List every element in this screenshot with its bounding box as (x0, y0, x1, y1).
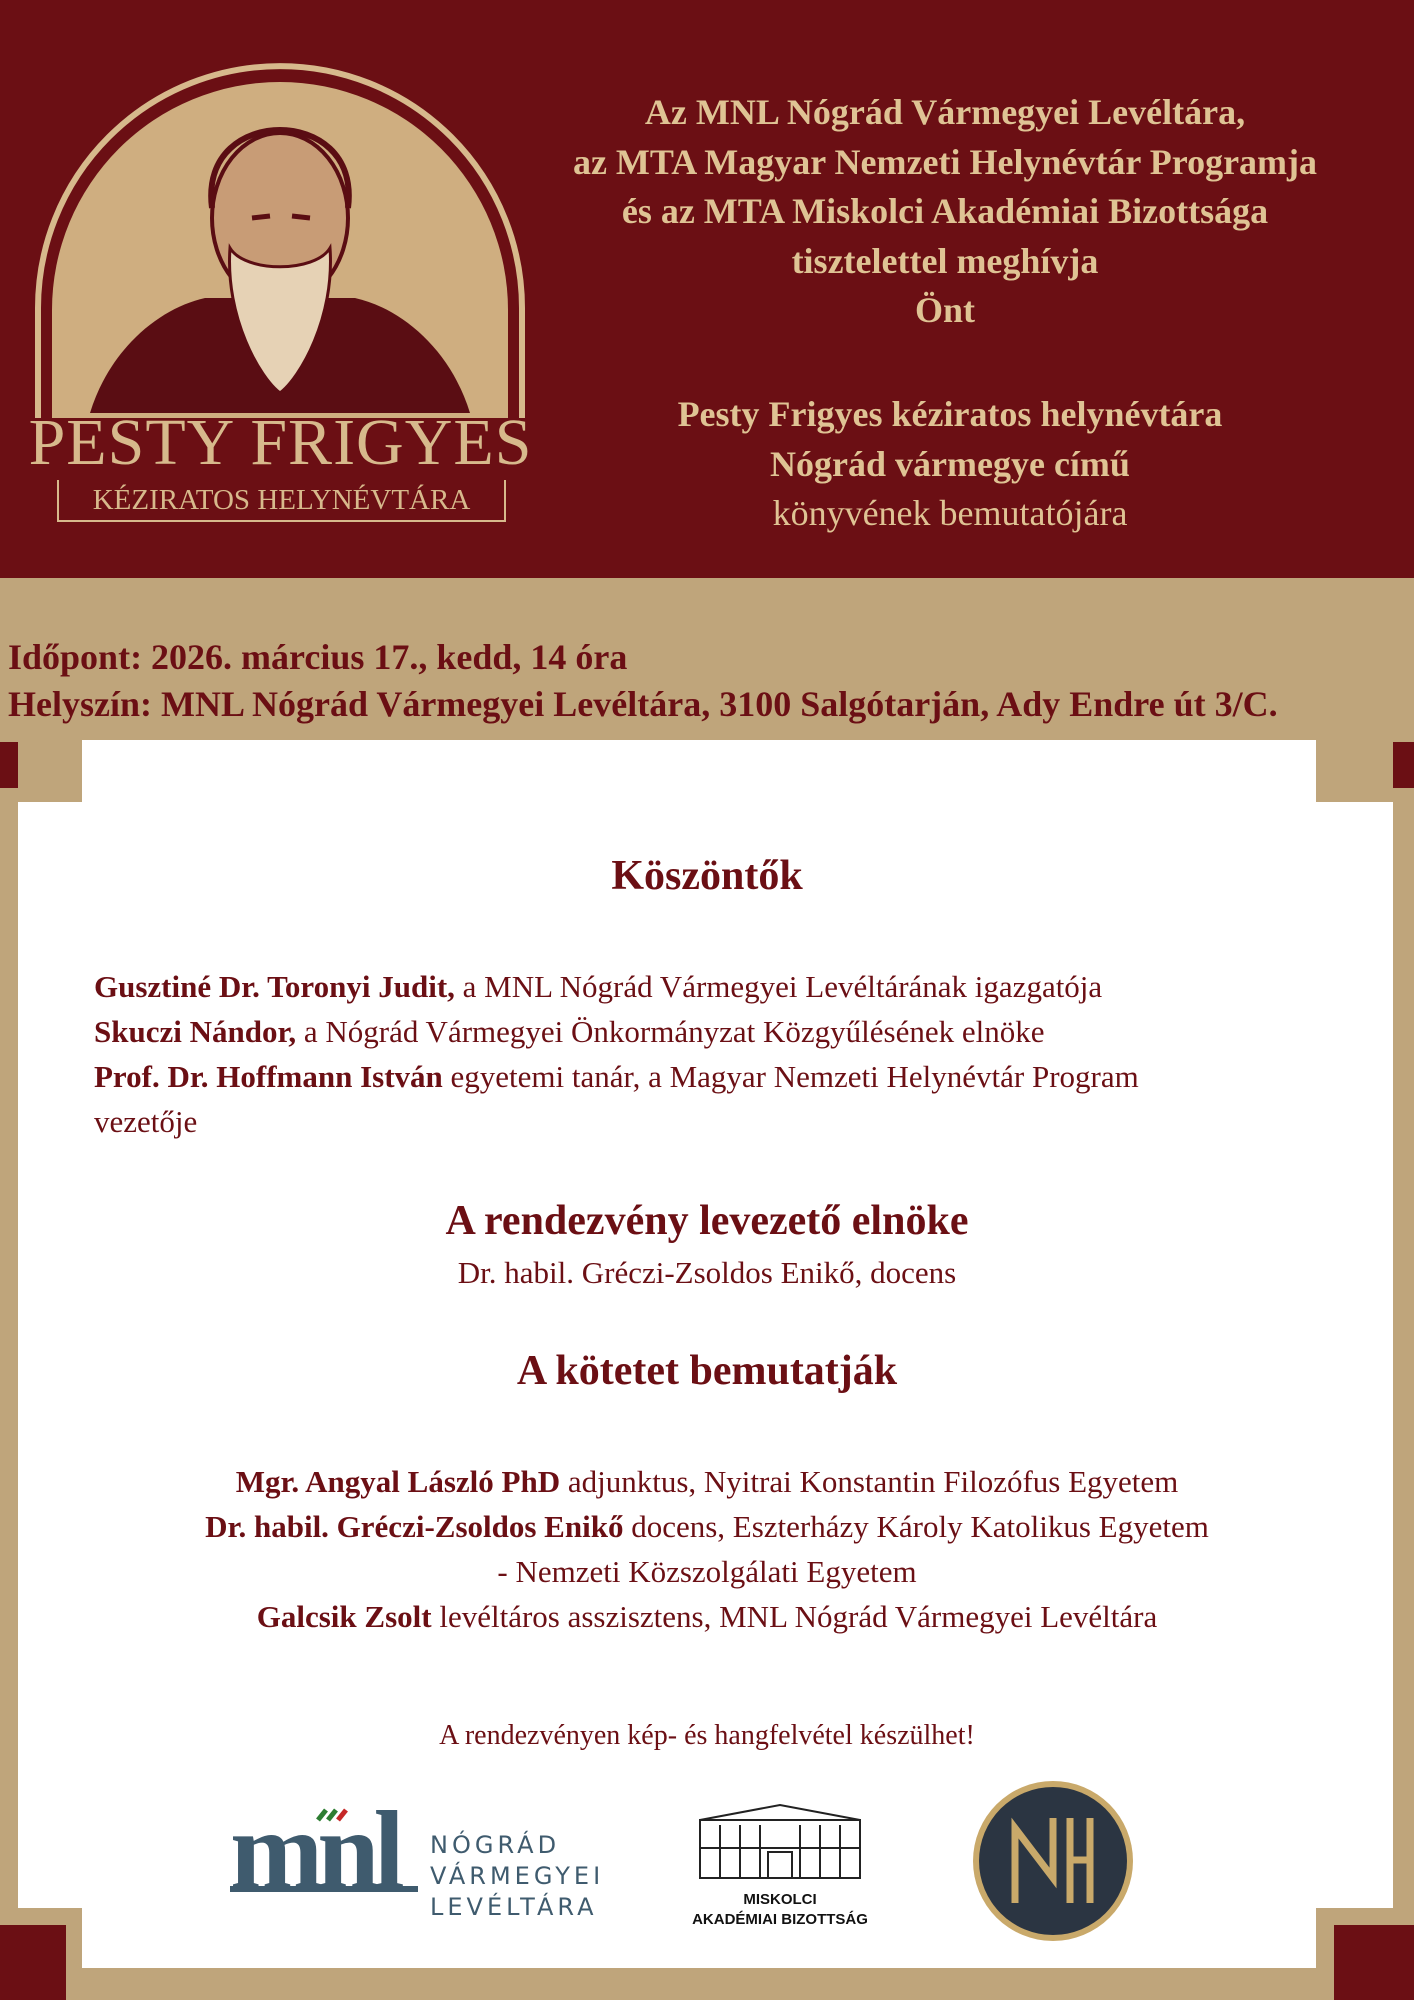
mnh-mark (970, 1778, 971, 1779)
list-item (0, 1504, 1414, 1549)
speaker-role: a Nógrád Vármegyei Önkormányzat Közgyűlésének elnöke (296, 1014, 1045, 1049)
event-place: Helyszín: MNL Nógrád Vármegyei Levéltára, 3100 Salgótarján, Ady Endre út 3/C. (8, 684, 1278, 724)
presenter-role: adjunktus, Nyitrai Konstantin Filozófus Egyetem (560, 1464, 1179, 1499)
logo-title: PESTY FRIGYES (28, 406, 533, 479)
recording-notice: A rendezvényen kép- és hangfelvétel készülhet! (439, 1720, 975, 1751)
mnh-logo (970, 1778, 1136, 1949)
presenter-role: - Nemzeti Közszolgálati Egyetem (497, 1554, 917, 1589)
book-title-line: könyvének bemutatójára (772, 493, 1128, 533)
mnl-text-line: LEVÉLTÁRA (430, 1893, 598, 1921)
divider-stripe (0, 578, 1414, 588)
logo-subtitle: KÉZIRATOS HELYNÉVTÁRA (57, 480, 506, 522)
mab-text-line: AKADÉMIAI BIZOTTSÁG (692, 1911, 868, 1928)
invitation-line: az MTA Magyar Nemzeti Helynévtár Programja (572, 141, 1318, 182)
presenter-name: Galcsik Zsolt (256, 1599, 432, 1634)
speaker-name: Gusztiné Dr. Toronyi Judit, (94, 969, 455, 1004)
chair-name: Dr. habil. Gréczi-Zsoldos Enikő, docens (457, 1255, 957, 1290)
list-item (0, 1549, 1414, 1594)
mnl-text-line: VÁRMEGYEI (430, 1862, 605, 1890)
divider-stripe (0, 612, 1414, 620)
greetings-list (94, 964, 1334, 1144)
list-item (0, 1459, 1414, 1504)
greetings-title: Köszöntők (611, 853, 803, 899)
presenter-role: levéltáros asszisztens, MNL Nógrád Vármegyei Levéltára (431, 1599, 1158, 1634)
presenter-name: Dr. habil. Gréczi-Zsoldos Enikő (205, 1509, 624, 1544)
divider-stripe (0, 596, 1414, 604)
mnh-emblem-icon (970, 1778, 1136, 1944)
speaker-name: Skuczi Nándor, (94, 1014, 297, 1049)
building-icon (680, 1800, 880, 1885)
mnl-mark: mnl (230, 1789, 399, 1913)
invitation-line: Önt (914, 290, 975, 330)
mnl-text-line: NÓGRÁD (430, 1831, 561, 1859)
speaker-name: Prof. Dr. Hoffmann István (94, 1059, 443, 1094)
presenters-title: A kötetet bemutatják (516, 1348, 898, 1394)
invitation-line: tisztelettel meghívja (791, 240, 1099, 281)
corner-ornament (1334, 1925, 1414, 2000)
book-title-line: Pesty Frigyes kéziratos helynévtára (677, 394, 1223, 434)
invitation-line: Az MNL Nógrád Vármegyei Levéltára, (644, 92, 1246, 132)
corner-ornament (0, 1925, 66, 2000)
presenter-name: Mgr. Angyal László PhD (235, 1464, 561, 1499)
chair-title: A rendezvény levezető elnöke (445, 1198, 969, 1244)
list-item (0, 1594, 1414, 1639)
mab-text-line: MISKOLCI (743, 1891, 817, 1908)
event-info (8, 634, 1278, 728)
invitation-text (505, 88, 1385, 336)
event-time: Időpont: 2026. március 17., kedd, 14 óra (8, 637, 628, 677)
presenters-list (0, 1459, 1414, 1639)
list-item (94, 1054, 1214, 1144)
presenter-role: docens, Eszterházy Károly Katolikus Egyetem (623, 1509, 1209, 1544)
list-item (94, 1009, 1334, 1054)
speaker-role: egyetemi tanár, a Magyar Nemzeti Helynévtár Program vezetője (94, 1059, 1139, 1139)
mab-logo (680, 1800, 880, 1930)
pesty-portrait-logo (30, 58, 530, 418)
invitation-line: és az MTA Miskolci Akadémiai Bizottsága (621, 191, 1269, 231)
speaker-role: a MNL Nógrád Vármegyei Levéltárának igazgatója (454, 969, 1103, 1004)
book-title-block (565, 390, 1335, 539)
list-item (94, 964, 1334, 1009)
book-title-line: Nógrád vármegye című (770, 443, 1130, 484)
